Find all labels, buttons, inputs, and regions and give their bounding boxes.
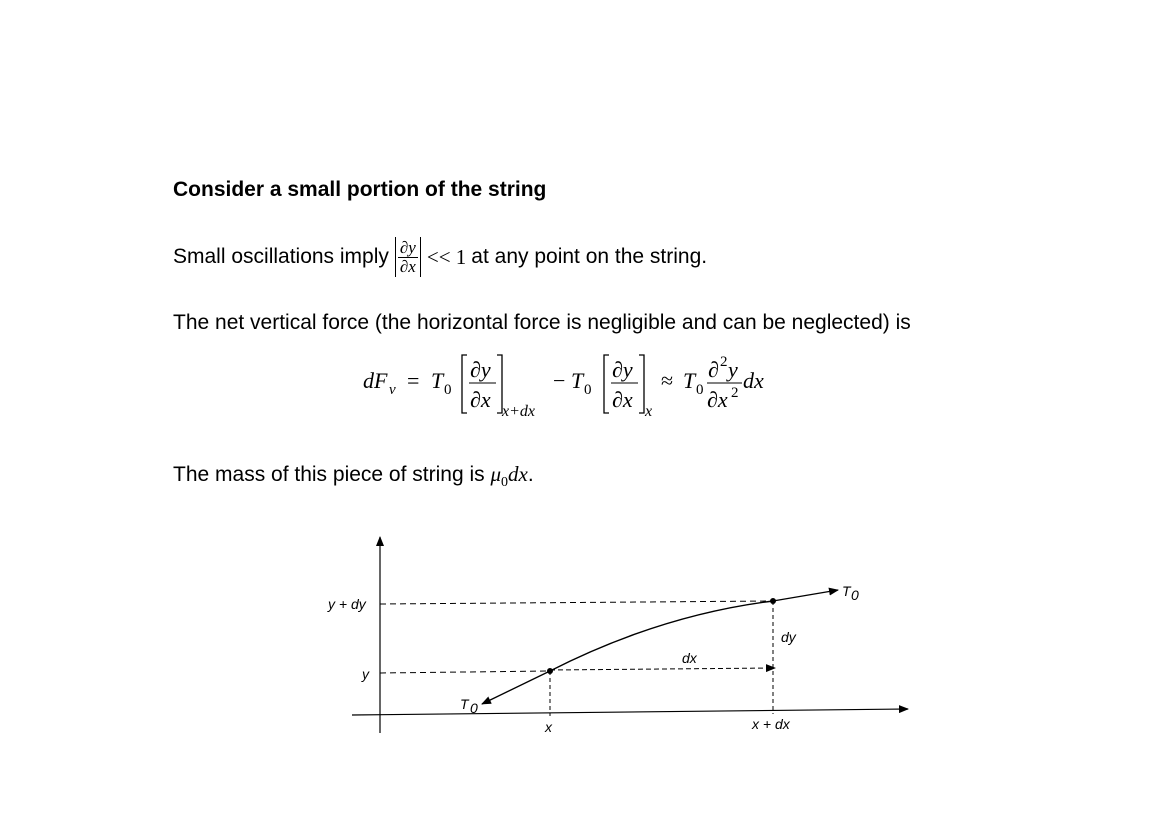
second-deriv-power-bottom: 2 — [731, 385, 739, 401]
equals-sign: = — [407, 368, 420, 393]
tension-arrow-right — [773, 590, 838, 601]
eval-point-1: x+dx — [502, 403, 535, 420]
deriv-1-denominator: ∂x — [470, 387, 491, 412]
relation: << 1 — [426, 244, 467, 269]
tension-2: T — [571, 368, 584, 393]
label-x-plus-dx: x + dx — [752, 716, 790, 732]
equation-differential: dx — [743, 368, 764, 393]
net-force-sentence: The net vertical force (the horizontal force is negligible and can be neglected) is — [173, 311, 911, 334]
mass-sentence-period: . — [527, 463, 534, 486]
point-x — [547, 668, 553, 674]
deriv-2-numerator: ∂y — [612, 357, 633, 382]
second-deriv-var: y — [728, 357, 738, 382]
mass-differential: dx — [508, 462, 528, 486]
point-x-plus-dx — [770, 598, 776, 604]
section-heading: Consider a small portion of the string — [173, 178, 547, 201]
label-tension-left-subscript: 0 — [470, 700, 478, 716]
force-lhs-subscript: v — [389, 382, 396, 398]
deriv-2-denominator: ∂x — [612, 387, 633, 412]
tension-1-subscript: 0 — [444, 382, 452, 398]
x-axis — [352, 709, 908, 715]
eval-point-2: x — [645, 403, 653, 420]
deriv-1-numerator: ∂y — [470, 357, 491, 382]
dx-arrow — [550, 668, 775, 670]
string-curve — [550, 601, 773, 671]
second-deriv-power-top: 2 — [720, 354, 728, 370]
label-tension-left: T — [460, 696, 469, 712]
minus-sign: − — [553, 368, 566, 393]
tension-2-subscript: 0 — [584, 382, 592, 398]
guide-y — [380, 671, 550, 673]
fraction-numerator: ∂y — [399, 237, 416, 257]
label-tension-right-subscript: 0 — [851, 587, 859, 603]
label-x: x — [545, 719, 552, 735]
mu-subscript: 0 — [501, 475, 509, 491]
tension-arrow-left — [482, 671, 550, 704]
approx-sign: ≈ — [661, 368, 674, 393]
guide-y-plus-dy — [380, 601, 773, 604]
fraction-denominator: ∂x — [399, 256, 416, 276]
tension-3-subscript: 0 — [696, 382, 704, 398]
tension-3: T — [683, 368, 696, 393]
label-dy: dy — [781, 629, 796, 645]
label-y-plus-dy: y + dy — [328, 596, 366, 612]
second-deriv-partial: ∂ — [708, 357, 719, 382]
label-dx: dx — [682, 650, 697, 666]
sentence-start: Small oscillations imply — [173, 245, 389, 268]
mass-sentence-text: The mass of this piece of string is — [173, 463, 485, 486]
label-y: y — [362, 666, 369, 682]
mu-symbol: μ — [490, 462, 502, 486]
sentence-end: at any point on the string. — [471, 245, 708, 268]
force-lhs: dF — [363, 368, 388, 393]
label-tension-right: T — [842, 583, 851, 599]
tension-1: T — [431, 368, 444, 393]
second-deriv-denominator: ∂x — [707, 387, 728, 412]
